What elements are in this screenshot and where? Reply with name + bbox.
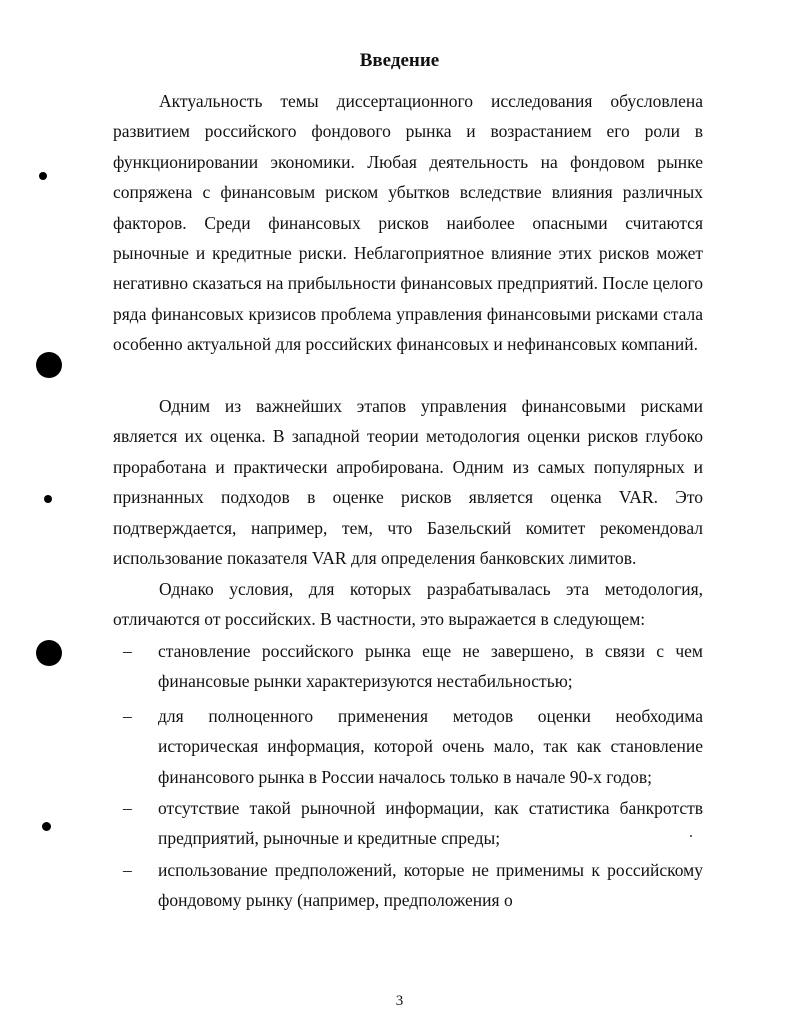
paragraph: Актуальность темы диссертационного исследования обусловлена развитием российского фондового рынка и возрастанием его роли в функционировании экономики. Любая деятельность на фондовом рынке сопряжена с финансовым риском убытков вследствие влияния различных факторов. Среди финансовых рисков наиболее опасными считаются рыночные и кредитные риски. Неблагоприятное влияние этих рисков может негативно сказаться на прибыльности финансовых предприятий. После целого ряда финансовых кризисов проблема управления финансовыми рисками стала особенно актуальной для российских финансовых и нефинансовых компаний.: [113, 91, 703, 355]
punch-hole-mark: [36, 640, 62, 666]
bullet-dash: –: [123, 641, 132, 661]
list-item-text: становление российского рынка еще не завершено, в связи с чем финансовые рынки характеризуются нестабильностью;: [158, 641, 703, 692]
punch-hole-mark: [44, 495, 52, 503]
punch-hole-mark: [42, 822, 51, 831]
punch-hole-mark: [39, 172, 47, 180]
list-item-text: отсутствие такой рыночной информации, как статистика банкротств предприятий, рыночные и кредитные спреды;: [158, 798, 703, 849]
bullet-dash: –: [123, 860, 132, 880]
bullet-dash: –: [123, 706, 132, 726]
bullet-dash: –: [123, 798, 132, 818]
list-item-text: для полноценного применения методов оценки необходима историческая информация, которой очень мало, так как становление финансового рынка в России началось только в начале 90-х годов;: [158, 706, 703, 787]
page-title: Введение: [359, 50, 440, 71]
punch-hole-mark: [36, 352, 62, 378]
page-number: 3: [395, 993, 404, 1009]
paragraph: Одним из важнейших этапов управления финансовыми рисками является их оценка. В западной теории методология оценки рисков глубоко проработана и практически апробирована. Одним из самых популярных и признанных подходов в оценке рисков является оценка VAR. Это подтверждается, например, тем, что Базельский комитет рекомендовал использование показателя VAR для определения банковских лимитов.: [113, 396, 703, 569]
paragraph: Однако условия, для которых разрабатывалась эта методология, отличаются от российских. В частности, это выражается в следующем:: [113, 579, 703, 630]
list-item-text: использование предположений, которые не применимы к российскому фондовому рынку (например, предположения о: [158, 860, 703, 911]
